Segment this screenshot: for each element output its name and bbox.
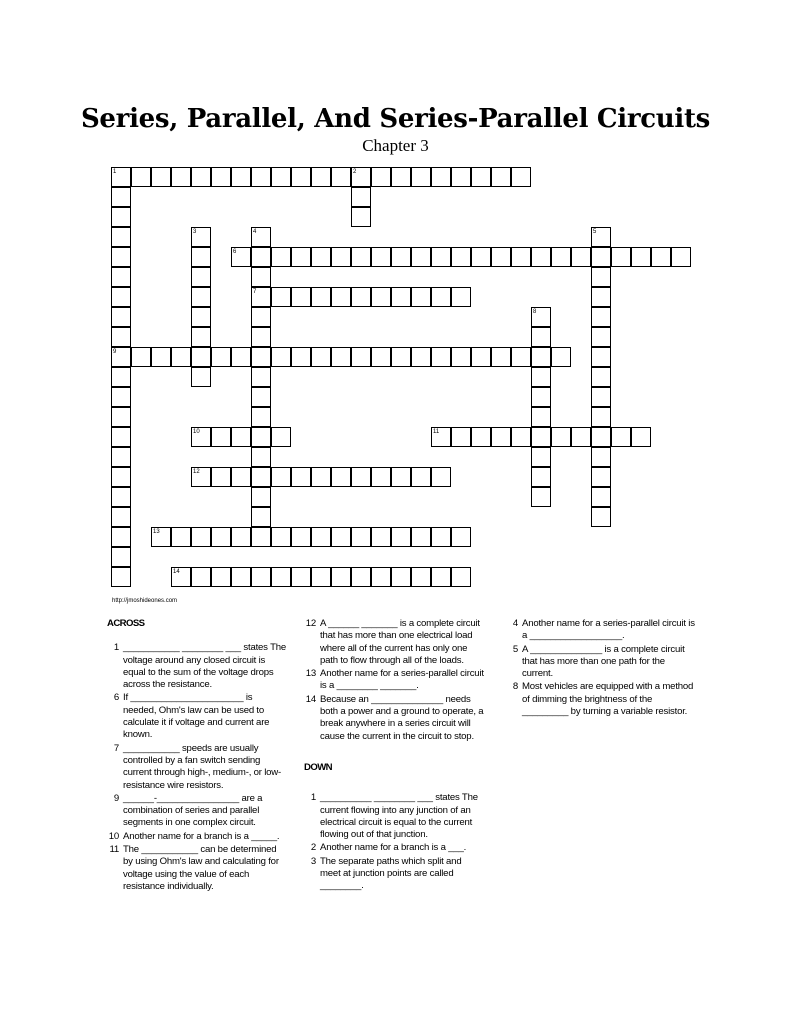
- grid-cell[interactable]: [391, 167, 411, 187]
- grid-cell[interactable]: [111, 567, 131, 587]
- grid-cell[interactable]: [531, 247, 551, 267]
- clue: [506, 681, 696, 718]
- clue-text: The ___________ can be determined by using Ohm's law and calculating for voltage using the value of each resistance individually.: [123, 844, 279, 892]
- grid-cell[interactable]: [431, 347, 451, 367]
- grid-cell[interactable]: [571, 427, 591, 447]
- grid-cell[interactable]: [471, 167, 491, 187]
- grid-cell[interactable]: [351, 247, 371, 267]
- grid-cell[interactable]: [491, 427, 511, 447]
- grid-cell[interactable]: [311, 567, 331, 587]
- grid-cell[interactable]: [371, 247, 391, 267]
- grid-cell[interactable]: [111, 507, 131, 527]
- grid-cell[interactable]: [251, 407, 271, 427]
- grid-cell[interactable]: [531, 487, 551, 507]
- grid-cell[interactable]: [211, 567, 231, 587]
- grid-cell[interactable]: [291, 567, 311, 587]
- grid-cell[interactable]: [111, 547, 131, 567]
- grid-cell[interactable]: [231, 567, 251, 587]
- clue-text: ___________ ________ ___ states The voltage around any closed circuit is equal to the sum of the voltage drops across the resistance.: [123, 642, 286, 691]
- clue-text: Most vehicles are equipped with a method of dimming the brightness of the _________ by turning a variable resistor.: [522, 681, 694, 718]
- grid-cell[interactable]: [311, 247, 331, 267]
- grid-cell[interactable]: [591, 447, 611, 467]
- grid-cell[interactable]: [331, 347, 351, 367]
- grid-cell[interactable]: [591, 487, 611, 507]
- grid-cell[interactable]: [291, 167, 311, 187]
- grid-cell[interactable]: [271, 247, 291, 267]
- grid-cell[interactable]: [391, 247, 411, 267]
- grid-cell[interactable]: [491, 167, 511, 187]
- grid-cell[interactable]: [531, 427, 551, 447]
- clue: [506, 618, 696, 643]
- grid-cell[interactable]: [351, 287, 371, 307]
- grid-cell[interactable]: [251, 567, 271, 587]
- grid-cell[interactable]: [251, 387, 271, 407]
- grid-cell[interactable]: [311, 467, 331, 487]
- grid-cell[interactable]: [191, 347, 211, 367]
- grid-cell[interactable]: [251, 247, 271, 267]
- clue-number: 5: [512, 643, 518, 655]
- grid-cell[interactable]: [411, 167, 431, 187]
- grid-cell[interactable]: [531, 387, 551, 407]
- grid-cell[interactable]: [551, 247, 571, 267]
- grid-cell[interactable]: [111, 287, 131, 307]
- clue-text: The separate paths which split and meet at junction points are called ________.: [320, 855, 462, 892]
- down-heading: DOWN: [304, 761, 332, 773]
- grid-cell[interactable]: [211, 427, 231, 447]
- grid-cell[interactable]: [591, 287, 611, 307]
- grid-cell[interactable]: [531, 447, 551, 467]
- grid-cell[interactable]: [231, 467, 251, 487]
- grid-cell[interactable]: [251, 527, 271, 547]
- grid-cell[interactable]: [111, 187, 131, 207]
- clue: [304, 842, 484, 854]
- grid-cell[interactable]: [591, 407, 611, 427]
- grid-cell[interactable]: [351, 347, 371, 367]
- grid-cell[interactable]: [331, 247, 351, 267]
- grid-cell[interactable]: [671, 247, 691, 267]
- clue: [304, 694, 484, 743]
- grid-cell[interactable]: [271, 567, 291, 587]
- grid-number: 4: [253, 229, 257, 235]
- grid-cell[interactable]: [531, 367, 551, 387]
- grid-cell[interactable]: [171, 527, 191, 547]
- grid-cell[interactable]: [531, 467, 551, 487]
- grid-cell[interactable]: [331, 167, 351, 187]
- grid-cell[interactable]: [131, 347, 151, 367]
- grid-cell[interactable]: [351, 187, 371, 207]
- grid-cell[interactable]: [371, 347, 391, 367]
- clue-text: ___________ speeds are usually controlled by a fan switch sending current through high-, medium-, or low-resistance wire resistors.: [123, 742, 282, 791]
- grid-cell[interactable]: [411, 467, 431, 487]
- grid-cell[interactable]: [211, 167, 231, 187]
- grid-cell[interactable]: [351, 207, 371, 227]
- grid-cell[interactable]: [451, 287, 471, 307]
- grid-cell[interactable]: [371, 527, 391, 547]
- grid-number: 13: [153, 529, 160, 535]
- grid-cell[interactable]: [551, 347, 571, 367]
- grid-cell[interactable]: [631, 427, 651, 447]
- grid-cell[interactable]: [471, 427, 491, 447]
- grid-cell[interactable]: [591, 387, 611, 407]
- grid-cell[interactable]: [331, 287, 351, 307]
- clue: [107, 844, 287, 893]
- grid-cell[interactable]: [211, 467, 231, 487]
- grid-number: 9: [113, 349, 117, 355]
- grid-cell[interactable]: [191, 287, 211, 307]
- clue: [107, 692, 287, 741]
- clue: [107, 743, 287, 792]
- grid-cell[interactable]: [511, 247, 531, 267]
- grid-cell[interactable]: [271, 527, 291, 547]
- grid-cell[interactable]: [111, 307, 131, 327]
- grid-cell[interactable]: [591, 267, 611, 287]
- grid-number: 1: [113, 169, 117, 175]
- grid-cell[interactable]: [651, 247, 671, 267]
- grid-cell[interactable]: [451, 567, 471, 587]
- grid-cell[interactable]: [451, 247, 471, 267]
- grid-cell[interactable]: [331, 527, 351, 547]
- grid-number: 6: [233, 249, 237, 255]
- clue-text: Another name for a branch is a _____.: [123, 830, 280, 842]
- clue-text: A ______ _______ is a complete circuit that has more than one electrical load where all of the current has only one path to flow through all of the loads.: [320, 618, 480, 666]
- clue-number: 1: [310, 792, 316, 804]
- grid-cell[interactable]: [151, 347, 171, 367]
- grid-cell[interactable]: [391, 287, 411, 307]
- grid-cell[interactable]: [311, 527, 331, 547]
- clue: [107, 642, 287, 691]
- clue-number: 14: [305, 693, 316, 705]
- clue-list: [304, 792, 484, 892]
- grid-cell[interactable]: [371, 567, 391, 587]
- grid-cell[interactable]: [191, 267, 211, 287]
- grid-cell[interactable]: [411, 567, 431, 587]
- grid-cell[interactable]: [251, 487, 271, 507]
- grid-cell[interactable]: [371, 467, 391, 487]
- clue-number: 8: [512, 681, 518, 693]
- grid-cell[interactable]: [471, 347, 491, 367]
- grid-cell[interactable]: [131, 167, 151, 187]
- grid-cell[interactable]: [451, 427, 471, 447]
- grid-cell[interactable]: [511, 167, 531, 187]
- grid-cell[interactable]: [111, 487, 131, 507]
- grid-cell[interactable]: [111, 247, 131, 267]
- grid-cell[interactable]: [551, 427, 571, 447]
- grid-number: 5: [593, 229, 597, 235]
- grid-cell[interactable]: [171, 167, 191, 187]
- clue-text: A ______________ is a complete circuit that has more than one path for the current.: [522, 643, 685, 680]
- grid-cell[interactable]: [511, 347, 531, 367]
- grid-cell[interactable]: [591, 507, 611, 527]
- grid-cell[interactable]: [451, 527, 471, 547]
- clue-number: 7: [113, 742, 119, 754]
- grid-cell[interactable]: [191, 527, 211, 547]
- grid-cell[interactable]: [431, 467, 451, 487]
- grid-cell[interactable]: [391, 347, 411, 367]
- clue: [506, 644, 696, 681]
- grid-cell[interactable]: [311, 347, 331, 367]
- clue: [107, 793, 287, 830]
- clue-number: 4: [512, 618, 518, 629]
- clue-text: Because an ______________ needs both a power and a ground to operate, a break anywhere in a series circuit will cause the current in the circuit to stop.: [320, 693, 484, 742]
- grid-number: 10: [193, 429, 200, 435]
- grid-cell[interactable]: [451, 347, 471, 367]
- grid-cell[interactable]: [231, 527, 251, 547]
- clue-number: 9: [113, 792, 119, 804]
- clue: [304, 618, 484, 667]
- grid-cell[interactable]: [271, 427, 291, 447]
- grid-cell[interactable]: [431, 527, 451, 547]
- grid-cell[interactable]: [591, 467, 611, 487]
- clue: [304, 792, 484, 841]
- clue-number: 3: [310, 855, 316, 867]
- grid-cell[interactable]: [171, 347, 191, 367]
- grid-cell[interactable]: [591, 367, 611, 387]
- grid-cell[interactable]: [471, 247, 491, 267]
- grid-cell[interactable]: [431, 287, 451, 307]
- grid-cell[interactable]: [191, 367, 211, 387]
- grid-cell[interactable]: [191, 567, 211, 587]
- grid-cell[interactable]: [591, 307, 611, 327]
- grid-cell[interactable]: [251, 447, 271, 467]
- grid-cell[interactable]: [311, 167, 331, 187]
- clue: [304, 668, 484, 693]
- grid-cell[interactable]: [191, 247, 211, 267]
- grid-cell[interactable]: [311, 287, 331, 307]
- grid-cell[interactable]: [411, 247, 431, 267]
- grid-cell[interactable]: [111, 227, 131, 247]
- grid-cell[interactable]: [331, 467, 351, 487]
- grid-cell[interactable]: [211, 527, 231, 547]
- grid-cell[interactable]: [291, 287, 311, 307]
- clue-number: 13: [305, 668, 316, 680]
- grid-cell[interactable]: [431, 247, 451, 267]
- grid-cell[interactable]: [631, 247, 651, 267]
- grid-cell[interactable]: [211, 347, 231, 367]
- clue-number: 12: [305, 618, 316, 629]
- grid-cell[interactable]: [191, 307, 211, 327]
- grid-cell[interactable]: [251, 507, 271, 527]
- grid-cell[interactable]: [191, 167, 211, 187]
- clue-text: Another name for a series-parallel circuit is a ________ _______.: [320, 668, 484, 692]
- clue-list: [506, 618, 696, 718]
- grid-cell[interactable]: [491, 347, 511, 367]
- grid-number: 12: [193, 469, 200, 475]
- clue-text: Another name for a branch is a ___.: [320, 842, 467, 854]
- grid-cell[interactable]: [111, 367, 131, 387]
- grid-cell[interactable]: [371, 287, 391, 307]
- grid-cell[interactable]: [231, 167, 251, 187]
- grid-cell[interactable]: [251, 347, 271, 367]
- grid-cell[interactable]: [111, 467, 131, 487]
- grid-cell[interactable]: [391, 567, 411, 587]
- grid-cell[interactable]: [391, 527, 411, 547]
- grid-cell[interactable]: [111, 327, 131, 347]
- clue: [107, 831, 287, 843]
- puzzle-title: Series, Parallel, And Series-Parallel Circuits: [80, 104, 711, 134]
- grid-cell[interactable]: [331, 567, 351, 587]
- grid-cell[interactable]: [351, 567, 371, 587]
- grid-cell[interactable]: [611, 427, 631, 447]
- grid-number: 14: [173, 569, 180, 575]
- grid-cell[interactable]: [251, 167, 271, 187]
- clue-list: [107, 642, 287, 893]
- grid-cell[interactable]: [431, 567, 451, 587]
- clue-number: 10: [108, 830, 119, 842]
- clue-text: If ______________________ is needed, Ohm's law can be used to calculate it if voltage and current are known.: [123, 692, 270, 741]
- grid-cell[interactable]: [371, 167, 391, 187]
- grid-cell[interactable]: [291, 347, 311, 367]
- grid-cell[interactable]: [451, 167, 471, 187]
- grid-number: 11: [433, 429, 440, 435]
- clue-text: Another name for a series-parallel circuit is a __________________.: [522, 618, 695, 642]
- grid-cell[interactable]: [111, 427, 131, 447]
- grid-cell[interactable]: [411, 287, 431, 307]
- grid-cell[interactable]: [591, 427, 611, 447]
- grid-number: 8: [533, 309, 537, 315]
- grid-cell[interactable]: [411, 527, 431, 547]
- grid-cell[interactable]: [251, 267, 271, 287]
- grid-cell[interactable]: [591, 247, 611, 267]
- across-heading: ACROSS: [107, 618, 145, 629]
- grid-cell[interactable]: [591, 347, 611, 367]
- grid-cell[interactable]: [271, 467, 291, 487]
- grid-cell[interactable]: [251, 427, 271, 447]
- grid-cell[interactable]: [531, 347, 551, 367]
- clue: [304, 856, 484, 893]
- grid-cell[interactable]: [271, 167, 291, 187]
- grid-cell[interactable]: [251, 307, 271, 327]
- grid-cell[interactable]: [391, 467, 411, 487]
- grid-cell[interactable]: [271, 347, 291, 367]
- grid-cell[interactable]: [591, 327, 611, 347]
- grid-number: 7: [253, 289, 257, 295]
- grid-cell[interactable]: [251, 367, 271, 387]
- grid-cell[interactable]: [151, 167, 171, 187]
- grid-cell[interactable]: [231, 427, 251, 447]
- grid-cell[interactable]: [511, 427, 531, 447]
- grid-cell[interactable]: [251, 467, 271, 487]
- clues-column-2: [304, 618, 484, 894]
- grid-cell[interactable]: [291, 247, 311, 267]
- clue-number: 2: [310, 842, 316, 854]
- grid-cell[interactable]: [351, 527, 371, 547]
- grid-cell[interactable]: [291, 467, 311, 487]
- clues-column-3: [506, 618, 696, 719]
- clue-text: __________ ________ ___ states The current flowing into any junction of an electrical circuit is equal to the current flowing out of that junction.: [320, 792, 478, 841]
- grid-cell[interactable]: [491, 247, 511, 267]
- source-url: http://jmoshideones.com: [112, 598, 178, 604]
- clue-number: 11: [109, 844, 119, 856]
- clue-number: 6: [113, 692, 119, 704]
- grid-cell[interactable]: [231, 347, 251, 367]
- grid-cell[interactable]: [351, 467, 371, 487]
- grid-cell[interactable]: [111, 407, 131, 427]
- clues-column-1: [107, 618, 287, 894]
- grid-cell[interactable]: [571, 247, 591, 267]
- grid-cell[interactable]: [611, 247, 631, 267]
- grid-cell[interactable]: [531, 407, 551, 427]
- grid-cell[interactable]: [111, 267, 131, 287]
- puzzle-subtitle: Chapter 3: [362, 136, 429, 155]
- grid-cell[interactable]: [111, 387, 131, 407]
- grid-cell[interactable]: [191, 327, 211, 347]
- grid-cell[interactable]: [111, 207, 131, 227]
- grid-cell[interactable]: [291, 527, 311, 547]
- grid-cell[interactable]: [431, 167, 451, 187]
- grid-number: 2: [353, 169, 357, 175]
- grid-cell[interactable]: [531, 327, 551, 347]
- grid-cell[interactable]: [271, 287, 291, 307]
- grid-cell[interactable]: [111, 447, 131, 467]
- clue-number: 1: [113, 642, 119, 654]
- grid-cell[interactable]: [111, 527, 131, 547]
- grid-number: 3: [193, 229, 197, 235]
- grid-cell[interactable]: [251, 327, 271, 347]
- clue-list: [304, 618, 484, 743]
- grid-cell[interactable]: [411, 347, 431, 367]
- clue-text: ______-________________ are a combination of series and parallel segments in one complex circuit.: [123, 792, 263, 829]
